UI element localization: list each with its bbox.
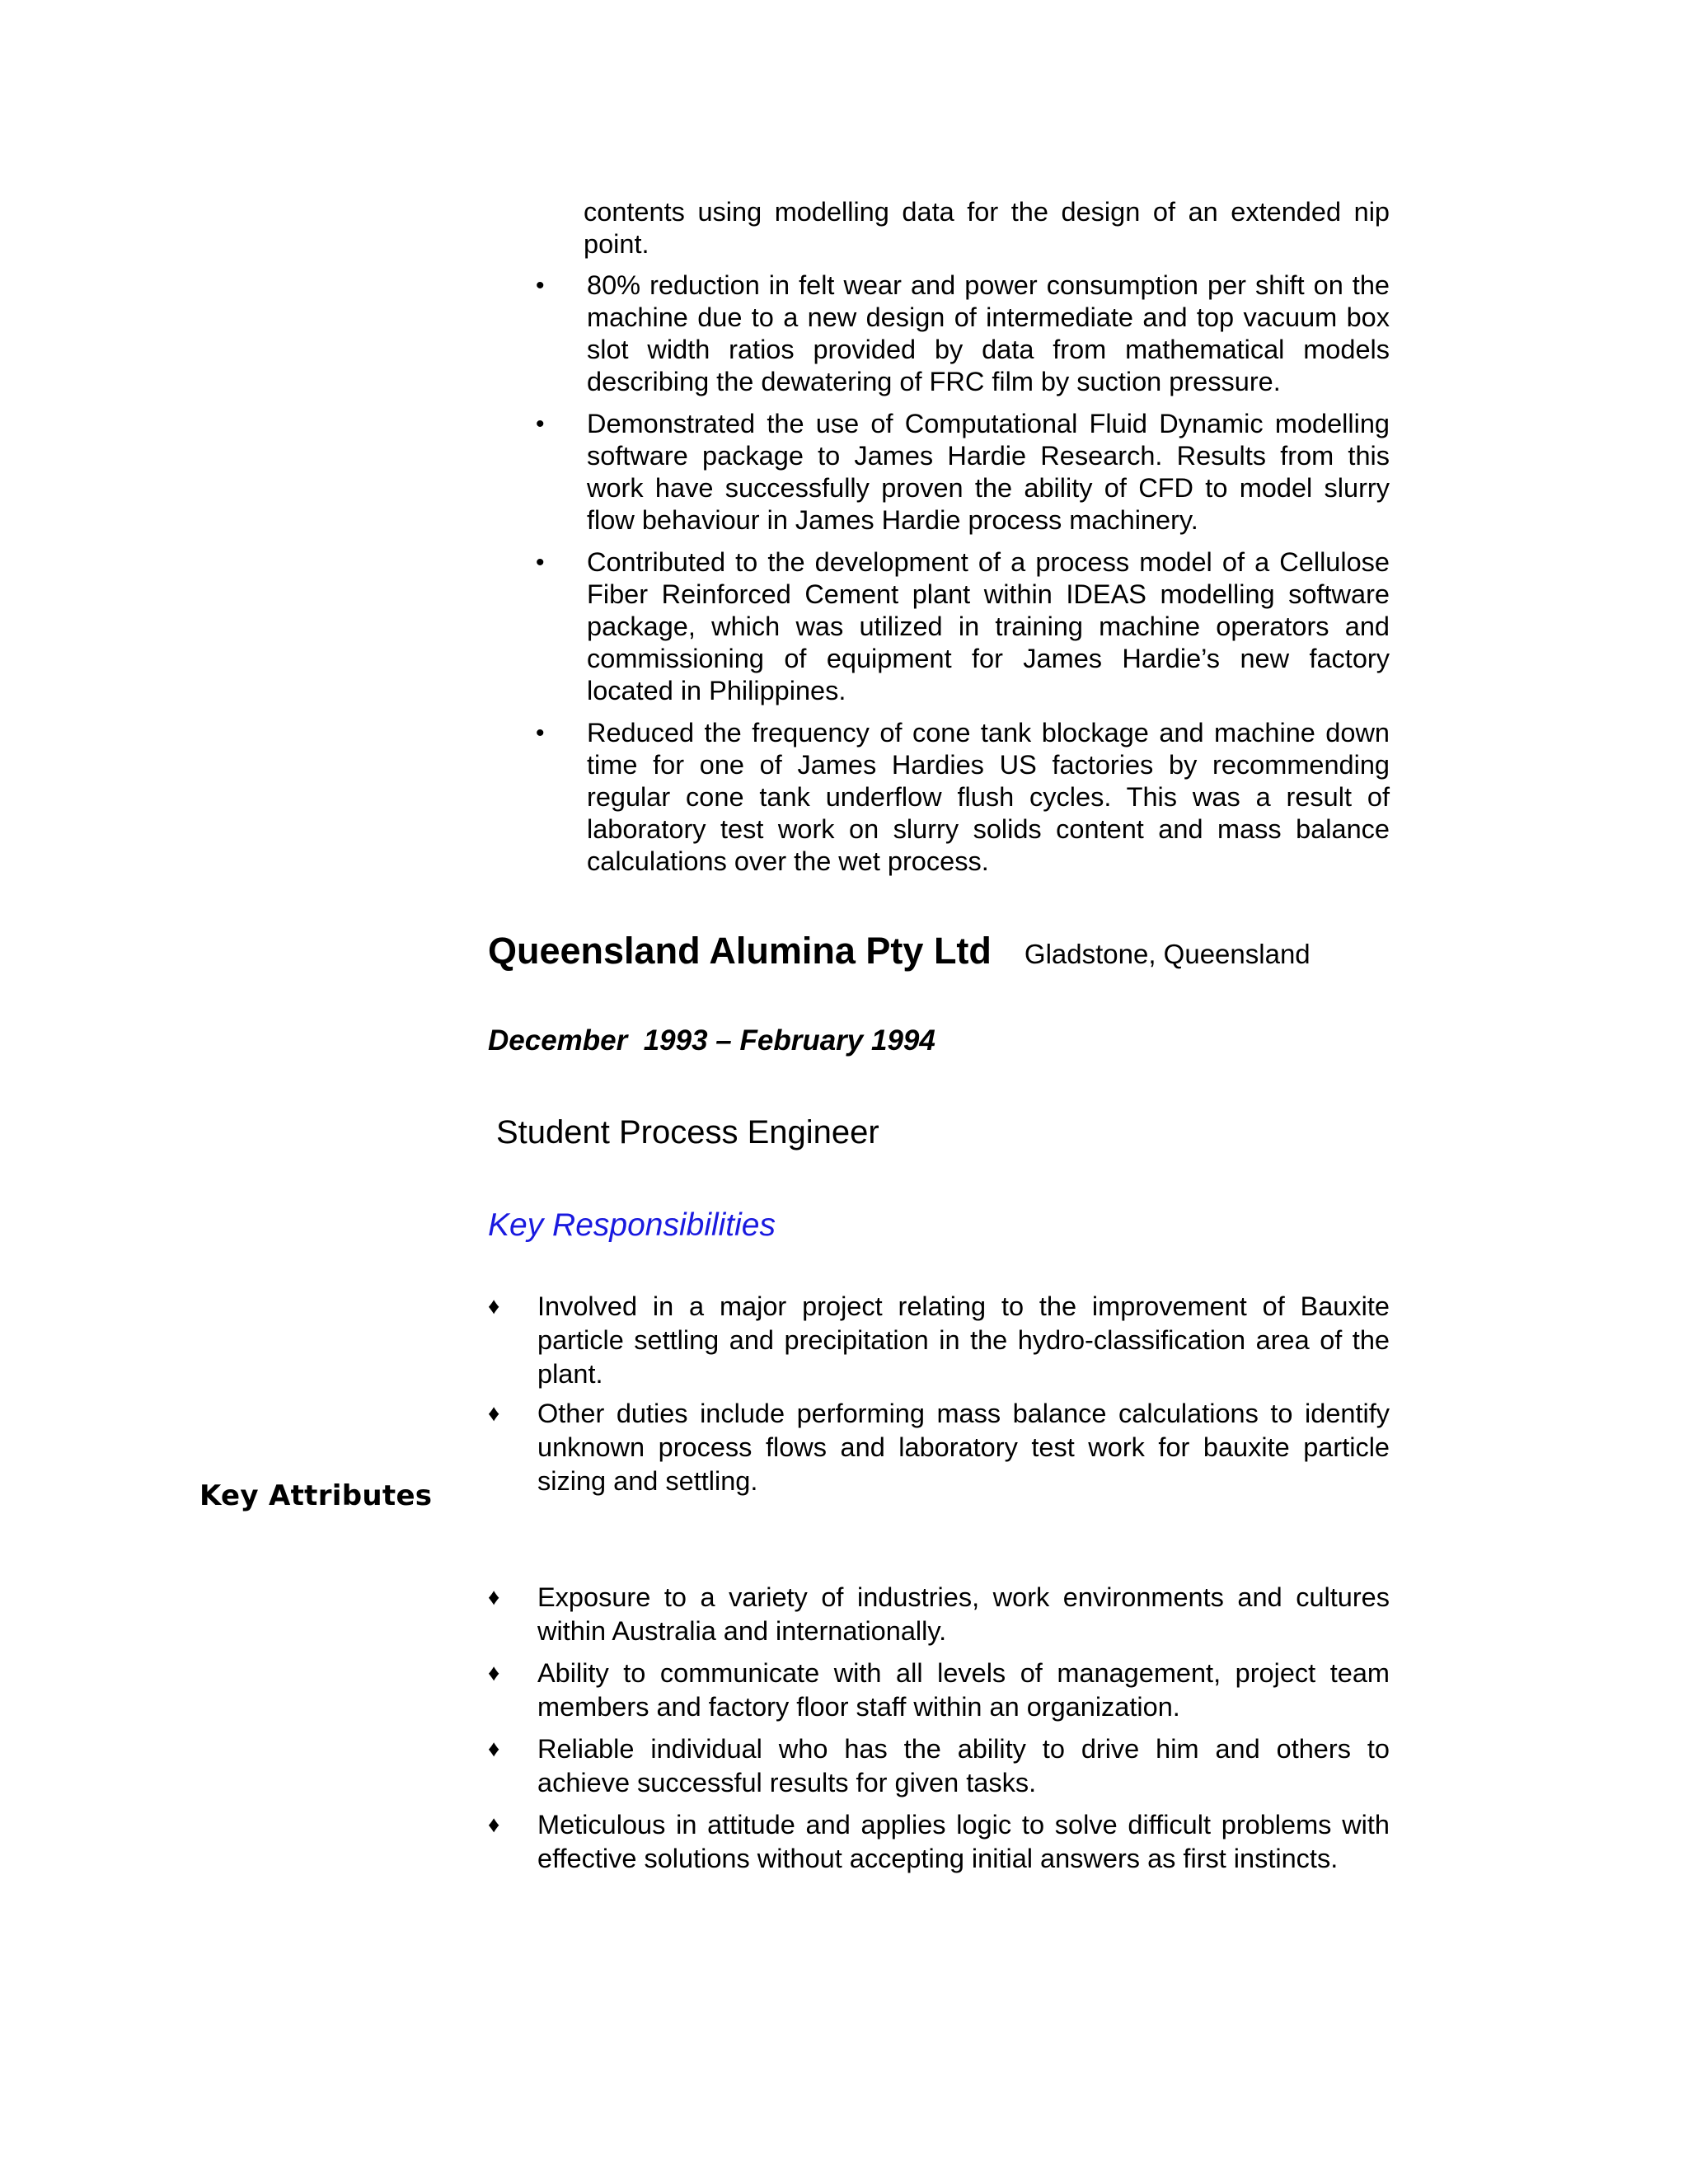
achievement-item (536, 546, 1390, 707)
responsibility-item (488, 1397, 1390, 1498)
diamond-bullet-icon: ♦ (488, 1400, 500, 1426)
achievement-continuation (584, 196, 1390, 260)
attribute-text: Meticulous in attitude and applies logic to solve difficult problems with effective solutions without accepting initial answers as first instincts. (537, 1810, 1390, 1873)
achievement-text: Reduced the frequency of cone tank blockage and machine down time for one of James Hardies US factories by recommending regular cone tank underflow flush cycles. This was a result of laboratory test work on slurry solids content and mass balance calculations over the wet process. (587, 718, 1390, 876)
diamond-bullet-icon: ♦ (488, 1736, 500, 1761)
diamond-bullet-icon: ♦ (488, 1584, 500, 1610)
responsibility-text: Other duties include performing mass balance calculations to identify unknown process flows and laboratory test work for bauxite particle sizing and settling. (537, 1399, 1390, 1496)
achievement-text: Contributed to the development of a process model of a Cellulose Fiber Reinforced Cement plant within IDEAS modelling software package, which was utilized in training machine operators and commissioning of equipment for James Hardie’s new factory located in Philippines. (587, 547, 1390, 705)
achievement-text: 80% reduction in felt wear and power consumption per shift on the machine due to a new design of intermediate and top vacuum box slot width ratios provided by data from mathematical models describing the dewatering of FRC film by suction pressure. (587, 270, 1390, 396)
bullet-icon: • (536, 410, 545, 438)
diamond-bullet-icon: ♦ (488, 1293, 500, 1319)
diamond-bullet-icon: ♦ (488, 1811, 500, 1837)
job-title: Student Process Engineer (496, 1114, 879, 1151)
attribute-text: Ability to communicate with all levels of management, project team members and factory floor staff within an organization. (537, 1658, 1390, 1722)
bullet-icon: • (536, 272, 545, 299)
responsibility-item (488, 1290, 1390, 1391)
company-name: Queensland Alumina Pty Ltd (488, 930, 992, 972)
achievement-text: Demonstrated the use of Computational Fluid Dynamic modelling software package to James Hardie Research. Results from this work have successfully proven the ability of CFD to model slurry flow behaviour in James Hardie process machinery. (587, 409, 1390, 535)
diamond-bullet-icon: ♦ (488, 1660, 500, 1685)
company-heading (488, 930, 1311, 972)
achievement-item (536, 269, 1390, 398)
attribute-item (488, 1581, 1390, 1648)
attribute-item (488, 1657, 1390, 1724)
responsibility-text: Involved in a major project relating to the improvement of Bauxite particle settling and precipitation in the hydro-classification area of the plant. (537, 1291, 1390, 1389)
achievement-continuation-text: contents using modelling data for the design of an extended nip point. (584, 197, 1390, 259)
key-responsibilities-heading: Key Responsibilities (488, 1207, 776, 1243)
attribute-item (488, 1732, 1390, 1800)
achievement-item (536, 717, 1390, 878)
company-location: Gladstone, Queensland (1024, 939, 1311, 969)
employment-dates: December 1993 – February 1994 (488, 1024, 935, 1057)
attribute-text: Exposure to a variety of industries, work environments and cultures within Australia and internationally. (537, 1582, 1390, 1646)
achievement-item (536, 408, 1390, 537)
bullet-icon: • (536, 719, 545, 747)
key-attributes-heading: Key Attributes (199, 1479, 433, 1512)
attribute-item (488, 1808, 1390, 1876)
attribute-text: Reliable individual who has the ability to drive him and others to achieve successful results for given tasks. (537, 1734, 1390, 1797)
bullet-icon: • (536, 549, 545, 576)
